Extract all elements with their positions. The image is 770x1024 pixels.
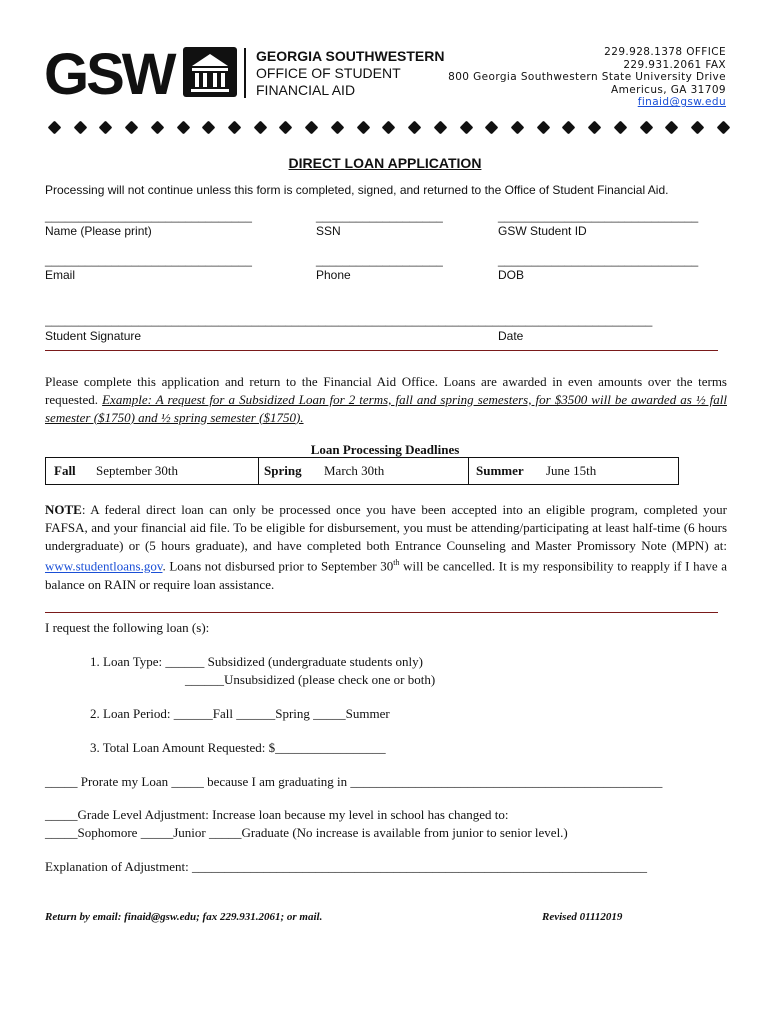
deadlines-table	[45, 457, 679, 485]
email-line[interactable]: _______________________________	[45, 253, 252, 267]
fax-number: 229.931.2061 FAX	[623, 58, 726, 71]
loan-period-line[interactable]: 2. Loan Period: ______Fall ______Spring _____Summer	[90, 706, 390, 721]
address-line-2: Americus, GA 31709	[611, 83, 726, 96]
ssn-label: SSN	[316, 224, 341, 238]
contact-block	[448, 46, 726, 109]
date-label: Date	[498, 329, 524, 343]
address-line-1: 800 Georgia Southwestern State University Drive	[448, 71, 726, 84]
return-instructions: Return by email: finaid@gsw.edu; fax 229.931.2061; or mail.	[45, 911, 323, 923]
studentloans-link[interactable]: www.studentloans.gov	[45, 558, 163, 574]
note-text-1: : A federal direct loan can only be processed once you have been accepted into an eligible program, completed your FAFSA, and your financial aid file. To be eligible for disbursement, you must be attending/participating at least half-time (6 hours undergraduate) or (5 hours graduate), and have completed both Entrance Counseling and Master Promissory Note (MPN) at:	[45, 502, 727, 553]
building-icon	[182, 46, 238, 98]
section-divider-2	[45, 612, 718, 613]
unsubsidized-line[interactable]: ______Unsubsidized (please check one or both)	[185, 672, 436, 687]
org-line-3: FINANCIAL AID	[256, 82, 356, 98]
deadline-date-spring: March 30th	[324, 463, 385, 478]
ssn-line[interactable]: ___________________	[316, 209, 443, 223]
deadline-term-spring: Spring	[264, 463, 302, 478]
prorate-line[interactable]: _____ Prorate my Loan _____ because I am graduating in ________________________________________________	[45, 774, 663, 789]
office-phone: 229.928.1378 OFFICE	[604, 46, 726, 58]
name-label: Name (Please print)	[45, 224, 152, 238]
email-label: Email	[45, 268, 76, 282]
grade-adjustment-line[interactable]: _____Grade Level Adjustment: Increase loan because my level in school has changed to:	[45, 807, 509, 822]
page-title: DIRECT LOAN APPLICATION	[288, 155, 482, 171]
phone-line[interactable]: ___________________	[316, 253, 443, 267]
deadline-date-summer: June 15th	[546, 463, 597, 478]
revision-date: Revised 01112019	[542, 911, 623, 923]
note-text-3: will be cancelled. It is my responsibility to reapply if I have a balance on RAIN or require loan assistance.	[45, 558, 727, 592]
dob-line[interactable]: ______________________________	[498, 253, 699, 267]
logo-wordmark: GSW	[44, 42, 174, 107]
signature-line[interactable]: ___________________________________________________________________________________________	[45, 313, 653, 327]
dob-label: DOB	[498, 268, 525, 282]
grade-level-options[interactable]: _____Sophomore _____Junior _____Graduate (No increase is available from junior to senior level.)	[45, 825, 568, 840]
loan-type-line[interactable]: 1. Loan Type: ______ Subsidized (undergraduate students only)	[90, 654, 423, 669]
deadline-date-fall: September 30th	[96, 463, 178, 478]
student-id-label: GSW Student ID	[498, 224, 587, 238]
explanation-line[interactable]: Explanation of Adjustment: ______________________________________________________________________	[45, 859, 647, 874]
deadline-term-summer: Summer	[476, 463, 524, 478]
contact-email-link[interactable]: finaid@gsw.edu	[637, 96, 726, 109]
request-intro: I request the following loan (s):	[45, 620, 210, 635]
org-line-2: OFFICE OF STUDENT	[256, 65, 401, 81]
decorative-dot-row	[48, 121, 730, 135]
phone-label: Phone	[316, 268, 351, 282]
note-sup: th	[393, 558, 400, 568]
section-divider	[45, 350, 718, 351]
instructions-example: Example: A request for a Subsidized Loan for 2 terms, fall and spring semesters, for $3500 will be awarded as ½ fall semester ($1750) and ½ spring semester ($1750).	[45, 391, 727, 425]
deadline-term-fall: Fall	[54, 463, 76, 478]
deadlines-title: Loan Processing Deadlines	[310, 442, 460, 457]
note-text-2: . Loans not disbursed prior to September 30	[162, 558, 394, 574]
instructions-paragraph	[45, 373, 727, 426]
signature-label: Student Signature	[45, 329, 142, 343]
org-line-1: GEORGIA SOUTHWESTERN	[256, 48, 445, 64]
intro-text: Processing will not continue unless this form is completed, signed, and returned to the Office of Student Financial Aid.	[45, 183, 669, 197]
note-paragraph	[45, 501, 727, 593]
name-line[interactable]: _______________________________	[45, 209, 252, 223]
loan-amount-line[interactable]: 3. Total Loan Amount Requested: $_________________	[90, 740, 386, 755]
logo-divider	[244, 48, 246, 98]
student-id-line[interactable]: ______________________________	[498, 209, 699, 223]
note-label: NOTE	[45, 502, 82, 517]
instructions-text: Please complete this application and return to the Financial Aid Office. Loans are awarded in even amounts over the terms requested.	[45, 374, 727, 407]
